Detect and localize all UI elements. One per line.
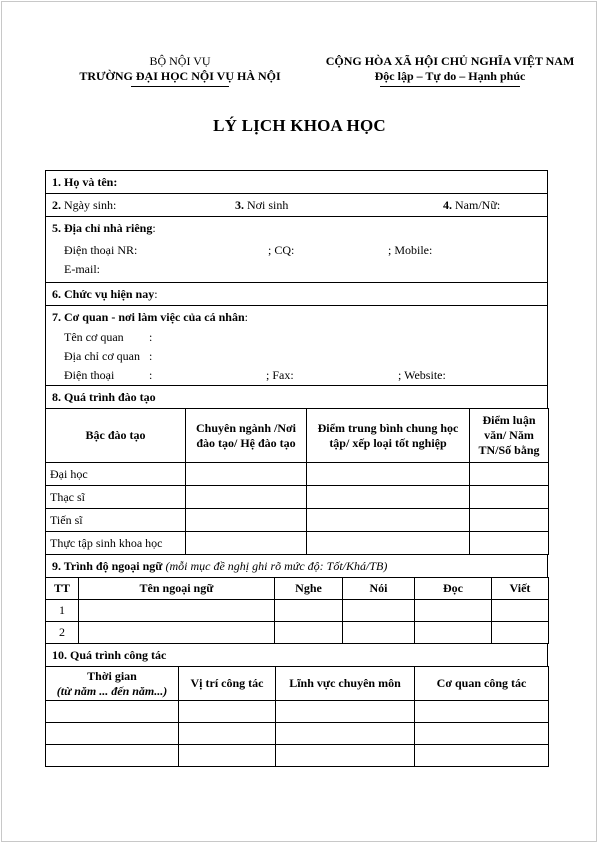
- section-work-history: [45, 644, 548, 667]
- birth-place-num: 3.: [235, 198, 244, 212]
- languages-cell[interactable]: [492, 600, 549, 622]
- languages-cell[interactable]: [415, 600, 492, 622]
- birth-date-label: Ngày sinh:: [64, 198, 117, 212]
- section-workplace[interactable]: [45, 306, 548, 386]
- education-row-label: Đại học: [46, 463, 186, 486]
- languages-cell[interactable]: [492, 622, 549, 644]
- education-cell[interactable]: [186, 509, 307, 532]
- work-history-cell[interactable]: [179, 745, 276, 767]
- education-row-label: Thạc sĩ: [46, 486, 186, 509]
- work-history-cell[interactable]: [179, 723, 276, 745]
- work-history-table: [45, 666, 549, 767]
- section-birth[interactable]: [45, 194, 548, 217]
- languages-row-no: 2: [46, 622, 79, 644]
- form: [45, 170, 548, 767]
- section-languages: [45, 555, 548, 578]
- languages-note: (mỗi mục đề nghị ghi rõ mức độ: Tốt/Khá/TB): [165, 559, 388, 573]
- education-cell[interactable]: [470, 463, 549, 486]
- education-col-thesis: Điểm luận văn/ Năm TN/Số bằng: [470, 409, 549, 463]
- work-phone-label: ; CQ:: [268, 243, 295, 257]
- education-cell[interactable]: [307, 509, 470, 532]
- section-home-address[interactable]: [45, 217, 548, 283]
- education-cell[interactable]: [186, 532, 307, 555]
- education-cell[interactable]: [470, 509, 549, 532]
- gender-label: Nam/Nữ:: [455, 198, 501, 212]
- education-table: [45, 408, 549, 555]
- org-name-label: Tên cơ quan: [64, 330, 124, 344]
- work-history-cell[interactable]: [276, 745, 415, 767]
- education-cell[interactable]: [307, 463, 470, 486]
- section-education: [45, 386, 548, 409]
- work-history-cell[interactable]: [415, 745, 549, 767]
- work-history-label: 10. Quá trình công tác: [52, 648, 167, 662]
- education-cell[interactable]: [186, 486, 307, 509]
- fax-label: ; Fax:: [266, 368, 294, 382]
- position-label: 6. Chức vụ hiện nay: [52, 287, 155, 301]
- national-motto: Độc lập – Tự do – Hạnh phúc: [374, 69, 526, 83]
- full-name-label: 1. Họ và tên:: [52, 175, 118, 189]
- work-history-cell[interactable]: [276, 723, 415, 745]
- languages-cell[interactable]: [343, 622, 415, 644]
- education-row-label: Thực tập sinh khoa học: [46, 532, 186, 555]
- work-history-col-time-title: Thời gian: [87, 668, 137, 683]
- languages-col-no: TT: [46, 578, 79, 600]
- home-address-colon: :: [152, 221, 156, 235]
- languages-col-reading: Đọc: [415, 578, 492, 600]
- languages-col-speaking: Nói: [343, 578, 415, 600]
- header-left: [60, 54, 300, 87]
- education-col-major: Chuyên ngành /Nơi đào tạo/ Hệ đào tạo: [186, 409, 307, 463]
- work-history-cell[interactable]: [415, 723, 549, 745]
- work-history-cell[interactable]: [46, 723, 179, 745]
- languages-col-name: Tên ngoại ngữ: [79, 578, 275, 600]
- education-cell[interactable]: [307, 532, 470, 555]
- work-history-col-org: Cơ quan công tác: [415, 667, 549, 701]
- header-right-underline: [380, 86, 520, 87]
- work-history-col-time-sub: (từ năm ... đến năm...): [56, 683, 168, 698]
- education-cell[interactable]: [470, 532, 549, 555]
- university-name: TRƯỜNG ĐẠI HỌC NỘI VỤ HÀ NỘI: [79, 69, 281, 83]
- republic-name: CỘNG HÒA XÃ HỘI CHỦ NGHĨA VIỆT NAM: [325, 54, 575, 68]
- languages-row-no: 1: [46, 600, 79, 622]
- org-address-colon: :: [149, 349, 153, 363]
- education-col-gpa: Điểm trung bình chung học tập/ xếp loại tốt nghiệp: [307, 409, 470, 463]
- education-col-level: Bậc đào tạo: [46, 409, 186, 463]
- languages-cell[interactable]: [275, 622, 343, 644]
- work-history-cell[interactable]: [46, 701, 179, 723]
- ministry-name: BỘ NỘI VỤ: [149, 54, 211, 68]
- mobile-label: ; Mobile:: [388, 243, 433, 257]
- languages-table: [45, 577, 549, 644]
- education-cell[interactable]: [186, 463, 307, 486]
- org-name-colon: :: [149, 330, 153, 344]
- work-history-cell[interactable]: [46, 745, 179, 767]
- section-position[interactable]: [45, 283, 548, 306]
- email-label: E-mail:: [64, 262, 100, 276]
- header-right: [318, 54, 582, 87]
- languages-label: 9. Trình độ ngoại ngữ: [52, 559, 163, 573]
- languages-cell[interactable]: [343, 600, 415, 622]
- org-address-label: Địa chỉ cơ quan: [64, 349, 140, 363]
- website-label: ; Website:: [398, 368, 446, 382]
- education-cell[interactable]: [470, 486, 549, 509]
- languages-col-listening: Nghe: [275, 578, 343, 600]
- work-history-col-time: [46, 667, 179, 701]
- home-phone-label: Điện thoại NR:: [64, 243, 138, 257]
- education-cell[interactable]: [307, 486, 470, 509]
- workplace-colon: :: [244, 310, 248, 324]
- header-left-underline: [131, 86, 229, 87]
- languages-col-writing: Viết: [492, 578, 549, 600]
- languages-cell[interactable]: [415, 622, 492, 644]
- languages-cell[interactable]: [79, 600, 275, 622]
- home-address-label: 5. Địa chỉ nhà riêng: [52, 221, 153, 235]
- document-title: LÝ LỊCH KHOA HỌC: [213, 116, 386, 135]
- languages-cell[interactable]: [275, 600, 343, 622]
- gender-num: 4.: [443, 198, 452, 212]
- work-history-cell[interactable]: [179, 701, 276, 723]
- work-history-col-field: Lĩnh vực chuyên môn: [276, 667, 415, 701]
- work-history-cell[interactable]: [276, 701, 415, 723]
- work-history-col-position: Vị trí công tác: [179, 667, 276, 701]
- education-row-label: Tiến sĩ: [46, 509, 186, 532]
- birth-place-label: Nơi sinh: [247, 198, 289, 212]
- work-history-cell[interactable]: [415, 701, 549, 723]
- position-colon: :: [154, 287, 158, 301]
- section-full-name[interactable]: [45, 170, 548, 194]
- birth-date-num: 2.: [52, 198, 61, 212]
- education-label: 8. Quá trình đào tạo: [52, 390, 156, 404]
- org-phone-colon: :: [149, 368, 153, 382]
- workplace-label: 7. Cơ quan - nơi làm việc của cá nhân: [52, 310, 245, 324]
- org-phone-label: Điện thoại: [64, 368, 115, 382]
- languages-cell[interactable]: [79, 622, 275, 644]
